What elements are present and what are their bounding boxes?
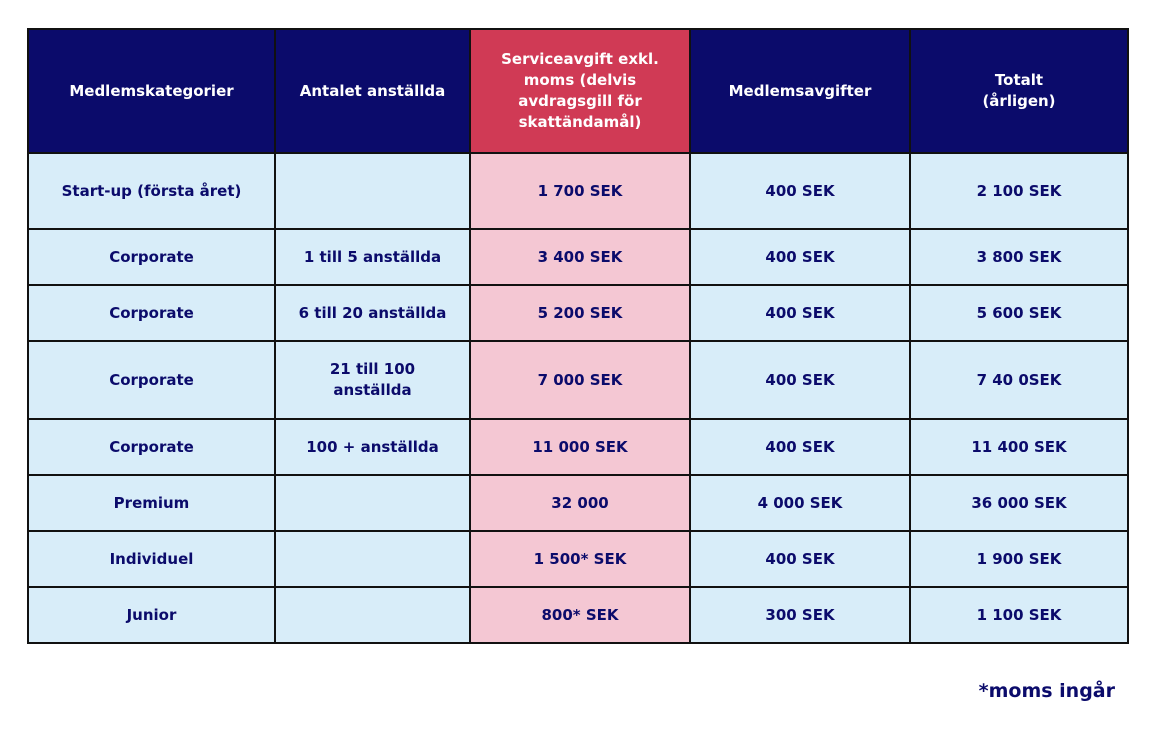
cell-category: Corporate [28,419,275,475]
cell-membership-fee: 400 SEK [690,153,910,229]
table-row [28,587,1128,643]
cell-service-fee: 5 200 SEK [470,285,690,341]
cell-category: Start-up (första året) [28,153,275,229]
cell-employees [275,153,470,229]
cell-total: 11 400 SEK [910,419,1128,475]
cell-total: 7 40 0SEK [910,341,1128,419]
header-membership-fee: Medlemsavgifter [690,29,910,153]
table-row [28,531,1128,587]
cell-employees: 6 till 20 anställda [275,285,470,341]
table-row [28,475,1128,531]
table-row [28,153,1128,229]
cell-membership-fee: 300 SEK [690,587,910,643]
cell-category: Corporate [28,341,275,419]
cell-service-fee: 3 400 SEK [470,229,690,285]
cell-total: 1 900 SEK [910,531,1128,587]
cell-total: 36 000 SEK [910,475,1128,531]
cell-membership-fee: 400 SEK [690,229,910,285]
cell-employees [275,475,470,531]
cell-category: Premium [28,475,275,531]
table-row [28,341,1128,419]
cell-total: 3 800 SEK [910,229,1128,285]
cell-membership-fee: 4 000 SEK [690,475,910,531]
cell-service-fee: 11 000 SEK [470,419,690,475]
cell-service-fee: 7 000 SEK [470,341,690,419]
header-total: Totalt (årligen) [910,29,1128,153]
cell-service-fee: 1 700 SEK [470,153,690,229]
cell-employees: 1 till 5 anställda [275,229,470,285]
membership-fee-table [27,28,1129,644]
cell-membership-fee: 400 SEK [690,285,910,341]
cell-total: 1 100 SEK [910,587,1128,643]
header-category: Medlemskategorier [28,29,275,153]
vat-footnote: *moms ingår [978,680,1115,702]
cell-category: Junior [28,587,275,643]
table-row [28,229,1128,285]
cell-total: 5 600 SEK [910,285,1128,341]
header-service-fee: Serviceavgift exkl. moms (delvis avdragsgill för skattändamål) [470,29,690,153]
cell-membership-fee: 400 SEK [690,341,910,419]
table-row [28,419,1128,475]
cell-category: Corporate [28,229,275,285]
cell-total: 2 100 SEK [910,153,1128,229]
cell-category: Corporate [28,285,275,341]
header-employees: Antalet anställda [275,29,470,153]
cell-employees: 21 till 100 anställda [275,341,470,419]
cell-membership-fee: 400 SEK [690,419,910,475]
cell-service-fee: 1 500* SEK [470,531,690,587]
cell-service-fee: 32 000 [470,475,690,531]
cell-category: Individuel [28,531,275,587]
table-row [28,285,1128,341]
header-row [28,29,1128,153]
cell-employees: 100 + anställda [275,419,470,475]
cell-employees [275,531,470,587]
cell-membership-fee: 400 SEK [690,531,910,587]
cell-service-fee: 800* SEK [470,587,690,643]
cell-employees [275,587,470,643]
